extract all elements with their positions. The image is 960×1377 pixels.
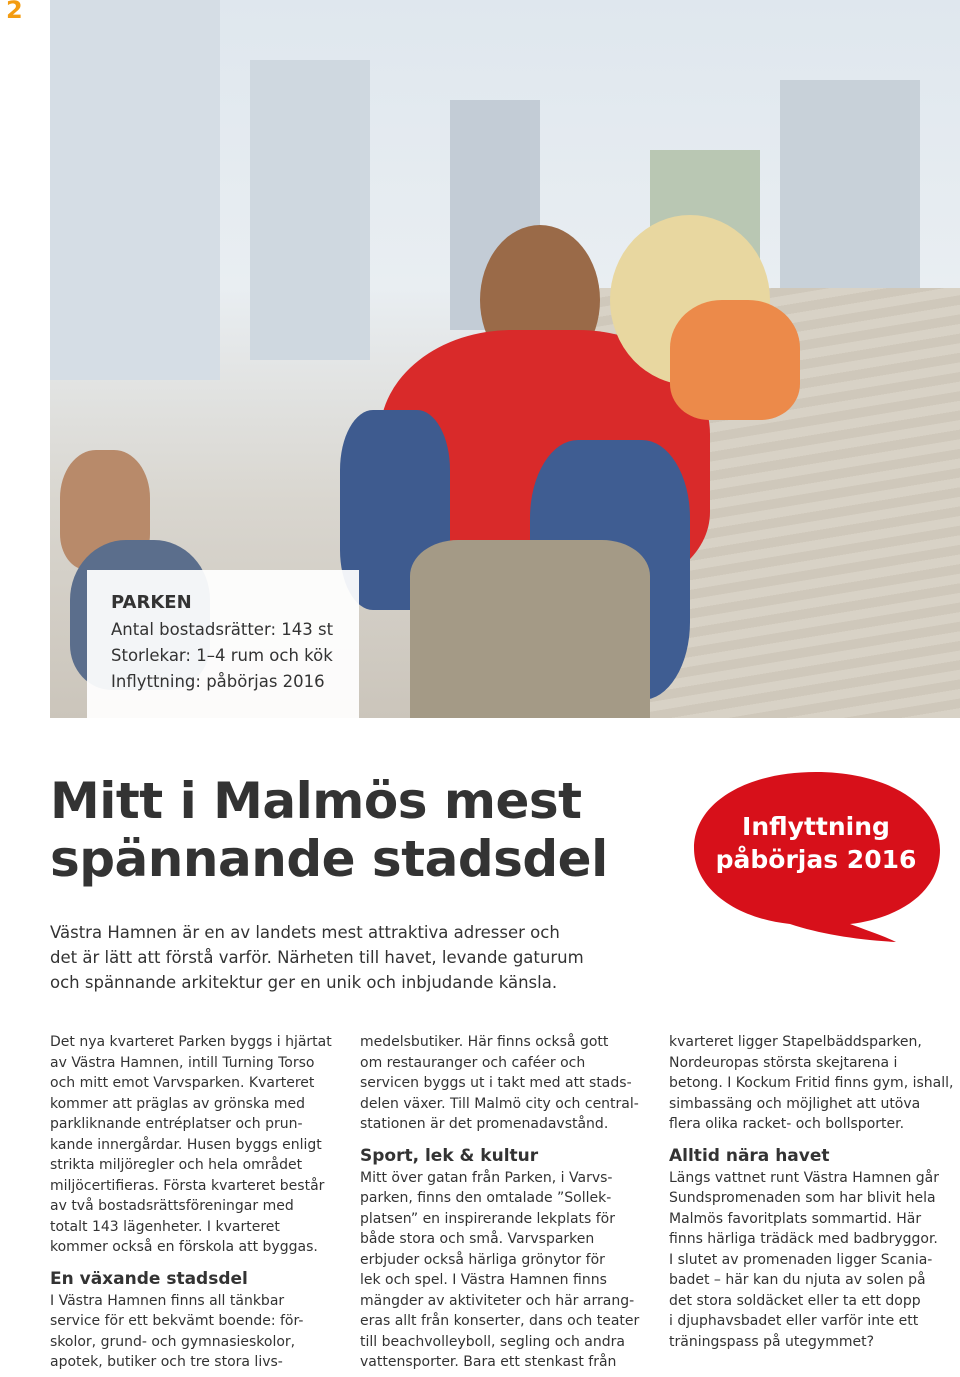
body-line: flera olika racket- och bollsporter. [669,1116,905,1132]
headline-line: Mitt i Malmös mest [50,772,582,830]
body-line: erbjuder också härliga grönytor för [360,1251,605,1268]
body-line: totalt 143 lägenheter. I kvarteret [50,1218,280,1235]
speech-bubble [690,810,942,876]
body-line: medelsbutiker. Här finns också gott [360,1034,609,1050]
body-line: det stora soldäcket eller ta ett dopp [669,1292,921,1309]
body-line: lek och spel. I Västra Hamnen finns [360,1272,607,1288]
ingress [50,920,670,995]
body-line: servicen byggs ut i takt med att stads- [360,1075,632,1091]
ingress-line: det är lätt att förstå varför. Närheten till havet, levande gaturum [50,948,584,967]
facts-line: Storlekar: 1–4 rum och kök [111,646,333,665]
ingress-line: Västra Hamnen är en av landets mest attraktiva adresser och [50,923,560,942]
headline [50,772,608,888]
facts-line: Antal bostadsrätter: 143 st [111,620,334,639]
bubble-line: påbörjas 2016 [715,845,917,874]
body-line: om restauranger och caféer och [360,1054,586,1071]
body-line: av två bostadsrättsföreningar med [50,1198,294,1214]
body-line: och mitt emot Varvsparken. Kvarteret [50,1075,315,1091]
body-line: service för ett bekvämt boende: för- [50,1313,304,1329]
body-line: i djuphavsbadet eller varför inte ett [669,1313,919,1329]
body-line: betong. I Kockum Fritid finns gym, ishall, [669,1075,954,1091]
body-line: finns härliga trädäck med badbryggor. [669,1231,938,1247]
page-number: 2 [6,0,23,24]
body-line: badet – här kan du njuta av solen på [669,1272,926,1288]
body-line: av Västra Hamnen, intill Turning Torso [50,1054,315,1071]
body-line: kommer att präglas av grönska med [50,1095,306,1112]
body-line: Längs vattnet runt Västra Hamnen går [669,1169,940,1186]
section-heading: En växande stadsdel [50,1268,248,1289]
body-line: parken, finns den omtalade ”Sollek- [360,1190,612,1206]
body-line: vattensporter. Bara ett stenkast från [360,1354,617,1370]
body-line: eras allt från konserter, dans och teater [360,1313,640,1329]
body-line: platsen” en inspirerande lekplats för [360,1210,616,1227]
section-heading: Sport, lek & kultur [360,1145,539,1166]
section-heading: Alltid nära havet [669,1145,830,1166]
body-line: stationen är det promenadavstånd. [360,1116,609,1132]
facts-box [87,570,359,718]
headline-line: spännande stadsdel [50,830,608,888]
body-line: kvarteret ligger Stapelbäddsparken, [669,1034,922,1050]
body-line: Det nya kvarteret Parken byggs i hjärtat [50,1034,332,1050]
body-line: I slutet av promenaden ligger Scania- [669,1251,933,1268]
body-line: delen växer. Till Malmö city och central- [360,1095,639,1112]
body-line: kommer också en förskola att byggas. [50,1239,318,1255]
facts-line: Inflyttning: påbörjas 2016 [111,672,325,691]
body-line: träningspass på utegymmet? [669,1333,875,1350]
body-line: Nordeuropas största skejtarena i [669,1054,898,1071]
body-line: både stora och små. Varvsparken [360,1231,595,1247]
body-line: Malmös favoritplats sommartid. Här [669,1210,922,1227]
body-line: mängder av aktiviteter och här arrang- [360,1292,635,1309]
body-line: till beachvolleyboll, segling och andra [360,1333,625,1350]
text-column-2 [360,1032,640,1373]
text-column-3 [669,1032,954,1352]
ingress-line: och spännande arkitektur ger en unik och inbjudande känsla. [50,973,558,992]
text-column-1 [50,1032,332,1373]
body-line: Mitt över gatan från Parken, i Varvs- [360,1169,613,1186]
body-line: I Västra Hamnen finns all tänkbar [50,1292,285,1309]
facts-title: PARKEN [111,592,192,613]
body-line: parkliknande entréplatser och prun- [50,1116,303,1132]
body-line: apotek, butiker och tre stora livs- [50,1354,283,1370]
body-line: miljöcertifieras. Första kvarteret består [50,1177,325,1194]
body-line: kande innergårdar. Husen byggs enligt [50,1136,322,1153]
body-line: simbassäng och möjlighet att utöva [669,1095,921,1112]
body-line: strikta miljöregler och hela området [50,1157,303,1173]
bubble-line: Inflyttning [742,812,890,841]
body-line: skolor, grund- och gymnasieskolor, [50,1333,296,1350]
body-line: Sundspromenaden som har blivit hela [669,1190,936,1206]
